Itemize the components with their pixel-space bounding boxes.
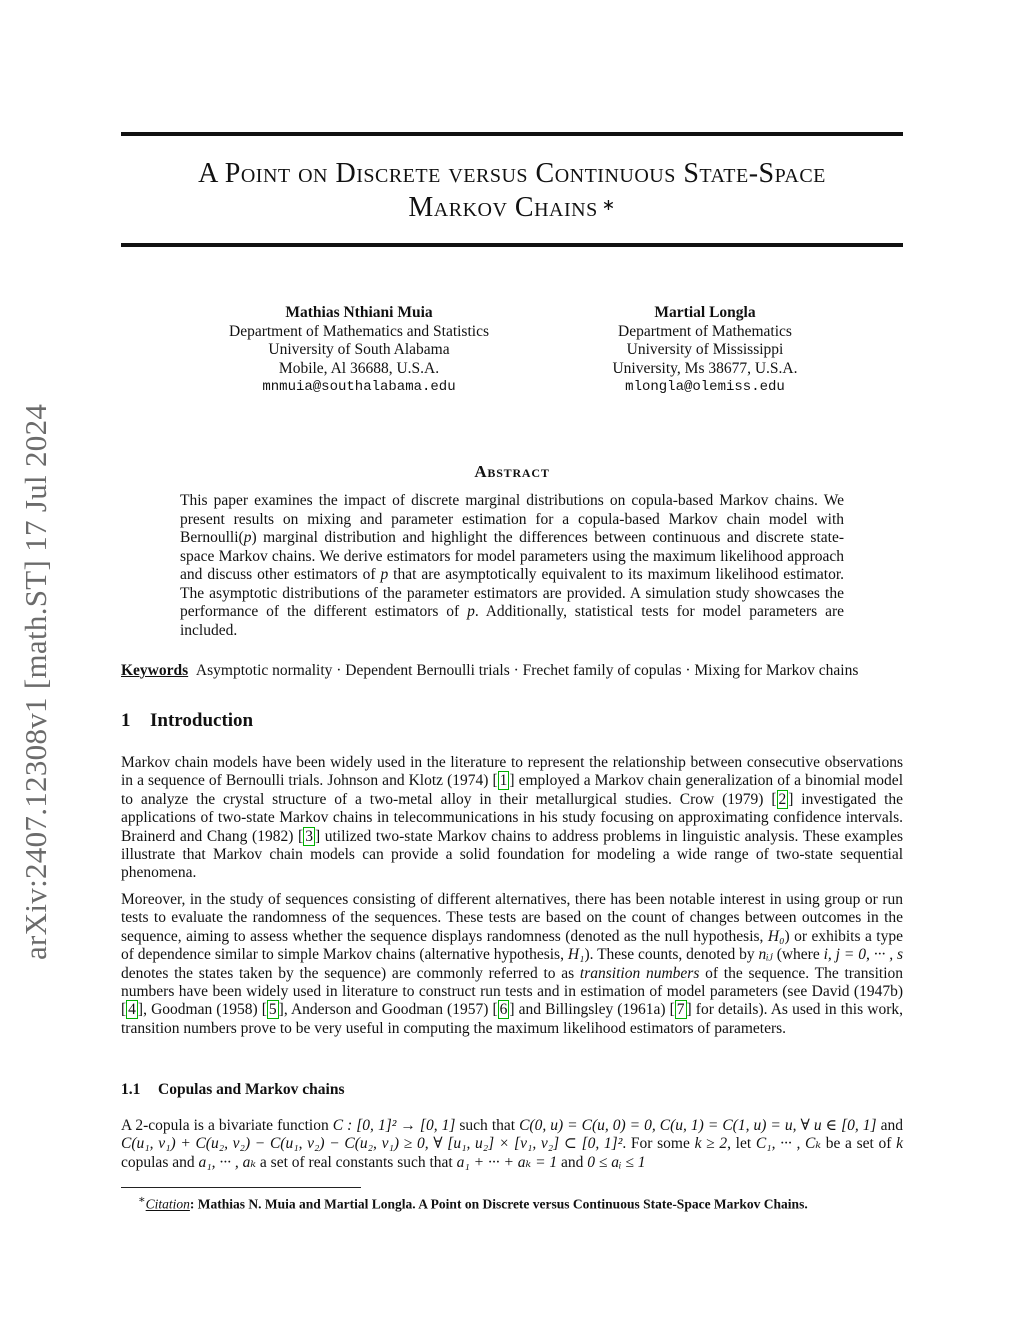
text-run: (where [772,946,824,964]
math-expression: a₁ + ··· + aₖ = 1 [456,1153,558,1171]
math-expression: C(0, u) = C(u, 0) = 0, C(u, 1) = C(1, u) = u, ∀ u ∈ [0, 1] [519,1117,877,1134]
author-email[interactable]: mlongla@olemiss.edu [625,379,785,395]
introduction-paragraph-1 [121,754,903,883]
author-address: Mobile, Al 36688, U.S.A. [278,359,440,377]
citation-footnote [138,1192,908,1213]
abstract-text-part: . Additionally, statistical tests for model parameters are included. [180,603,844,639]
text-run: ) or exhibits a type of dependence similar to simple Markov chains (alternative hypothesis, [121,927,903,964]
text-run: and [876,1117,903,1134]
text-run: ], Anderson and Goodman (1957) [ [278,1001,498,1019]
title-bottom-rule [121,243,903,247]
subsection-title: Copulas and Markov chains [158,1081,345,1098]
text-run: copulas and [121,1153,199,1171]
section-heading-introduction [121,710,253,732]
footnote-divider [121,1187,361,1188]
abstract-text-part: ) marginal distribution and highlight the differences between continuous and discrete state-space Markov chains. We derive estimators for model parameters using the maximum likelihood approach and discuss other estimators of [180,529,844,583]
text-run: ] for details). As used in this work, transition numbers prove to be very useful in computing the maximum likelihood estimators of parameters. [121,1001,903,1037]
subsection-heading-copulas [121,1081,344,1099]
math-expression: C(u₁, v₁) + C(u₂, v₂) − C(u₁, v₂) − C(u₂, v₁) ≥ 0, ∀ [u₁, u₂] × [v₁, v₂] ⊂ [0, 1]² [121,1135,623,1153]
keywords-line [121,661,911,680]
citation-link[interactable]: 3 [305,827,313,845]
text-run: denotes the states taken by the sequence) are commonly referred to as [121,964,580,982]
abstract-text-part: This paper examines the impact of discrete marginal distributions on copula-based Markov chains. We present results on mixing and parameter estimation for a copula-based Markov chain model with Bernoulli( [180,492,844,546]
author-name: Mathias Nthiani Muia [285,304,433,321]
abstract-heading: Abstract [474,462,550,481]
citation-link[interactable]: 2 [778,790,787,808]
subsection-number: 1.1 [121,1081,141,1098]
citation-link[interactable]: 6 [499,1001,508,1019]
author-university: University of South Alabama [268,341,450,358]
title-line-2-text: Markov Chains [408,192,598,223]
text-run: Markov chain models have been widely used in the literature to represent the relationship between consecutive observations in a sequence of Bernoulli trials. Johnson and Klotz (1974) [ [121,754,903,790]
math-expression: i, j = 0, ··· , s [823,946,903,964]
citation-link[interactable]: 7 [676,1001,685,1019]
abstract-text [180,492,844,640]
text-run: be a set of [821,1135,897,1153]
paper-title [121,157,903,225]
text-run: and [557,1153,588,1171]
text-run: ). These counts, denoted by [584,946,759,964]
footnote-label[interactable]: Citation [145,1196,190,1212]
math-expression: C : [0, 1]² → [0, 1] [332,1117,456,1134]
math-expression: k ≥ 2 [694,1135,728,1153]
text-run: . For some [622,1135,695,1153]
math-expression: a₁, ··· , aₖ [198,1153,257,1171]
emphasized-term: transition numbers [579,964,700,982]
text-run: ] utilized two-state Markov chains to address problems in linguistic analysis. These examples illustrate that Markov chain models can provide a solid foundation for modeling a wide range of two-state sequential phenomena. [121,827,903,882]
text-run: ] employed a Markov chain generalization of a binomial model to analyze the crystal structure of a two-metal alloy in their metallurgical studies. Crow (1979) [ [121,772,903,808]
citation-link[interactable]: 1 [499,772,508,790]
keywords-list: Asymptotic normality · Dependent Bernoulli trials · Frechet family of copulas · Mixing for Markov chains [195,662,859,679]
text-run: ], Goodman (1958) [ [137,1001,267,1019]
author-department: Department of Mathematics [618,322,792,340]
text-run: Moreover, in the study of sequences consisting of different alternatives, there has been notable interest in using group or run tests to evaluate the randomness of the sequences. These tests are based on the count of changes between outcomes in the sequence, aiming to assess whether the sequence displays randomness (denoted as the null hypothesis, [121,891,903,945]
math-variable: p [467,603,475,620]
copulas-paragraph [121,1117,903,1172]
math-variable: p [380,566,389,583]
author-name: Martial Longla [654,304,756,321]
author-block-1 [206,304,512,397]
text-run: ] investigated the applications of two-state Markov chains in telecommunications in his study focusing on approximating confidence intervals. Brainerd and Chang (1982) [ [121,790,904,845]
math-expression: H₀ [767,927,785,945]
author-email[interactable]: mnmuia@southalabama.edu [262,379,456,395]
math-expression: 0 ≤ aᵢ ≤ 1 [587,1153,646,1171]
section-title: Introduction [150,710,254,731]
math-expression: nᵢⱼ [758,946,773,964]
text-run: A 2-copula is a bivariate function [121,1117,333,1134]
text-run: of the sequence. The transition numbers have been widely used in literature to construct run tests and in estimation of model parameters (see David (1947b) [ [121,964,903,1019]
section-number: 1 [121,710,131,731]
citation-link[interactable]: 4 [128,1001,136,1019]
abstract-text-part: that are asymptotically equivalent to its maximum likelihood estimator. The asymptotic distributions of the parameter estimators are provided. A simulation study showcases the performance of the different estimators of [180,566,844,620]
author-university: University of Mississippi [626,341,784,358]
math-variable: p [243,529,252,546]
arxiv-identifier-stamp: arXiv:2407.12308v1 [math.ST] 17 Jul 2024 [18,403,53,960]
title-top-rule [121,132,903,136]
text-run: ] and Billingsley (1961a) [ [509,1001,675,1019]
keywords-label: Keywords [121,662,189,679]
footnote-mark: ∗ [138,1194,146,1206]
footnote-text: : Mathias N. Muia and Martial Longla. A Point on Discrete versus Continuous State-Space Markov Chains. [189,1196,808,1212]
text-run: a set of real constants such that [256,1153,457,1171]
author-department: Department of Mathematics and Statistics [229,322,489,340]
introduction-paragraph-2 [121,891,903,1038]
math-expression: k [896,1135,903,1153]
title-line-1: A Point on Discrete versus Continuous State-Space [198,158,826,189]
citation-link[interactable]: 5 [268,1001,277,1019]
title-line-2 [121,191,903,225]
author-address: University, Ms 38677, U.S.A. [612,359,798,377]
math-expression: C₁, ··· , Cₖ [755,1135,822,1153]
text-run: , let [727,1135,756,1153]
title-footnote-mark: ∗ [601,197,616,214]
text-run: such that [455,1117,520,1134]
author-block-2 [570,304,840,397]
math-expression: H₁ [567,946,585,964]
